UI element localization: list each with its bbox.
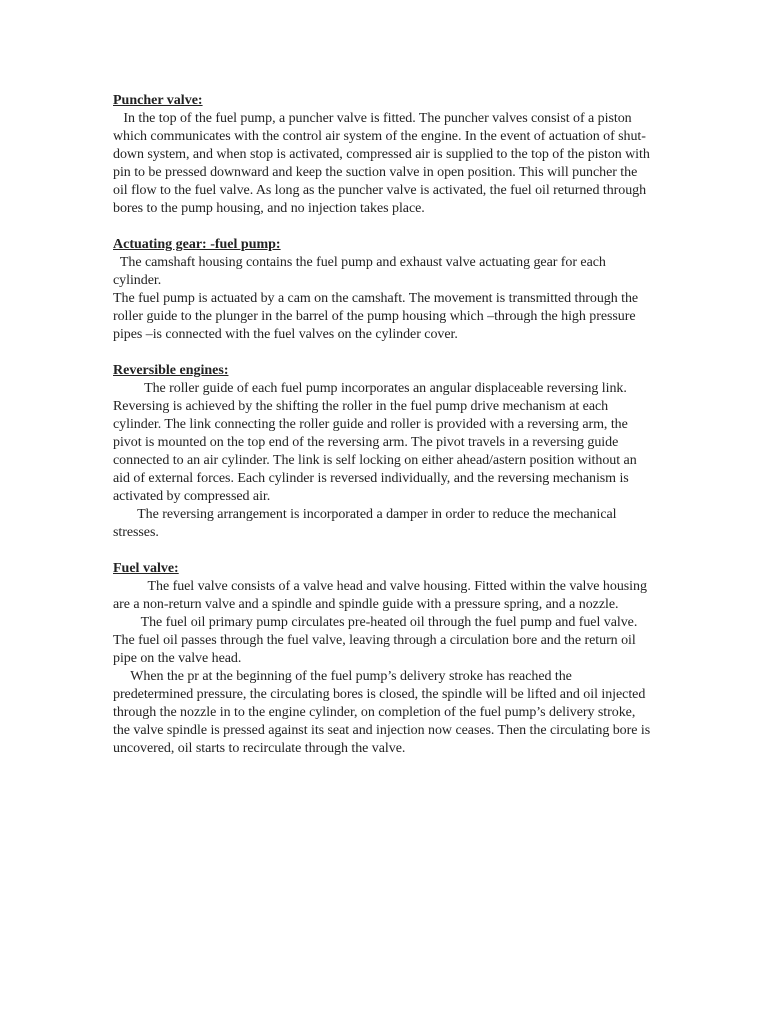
section-heading: Fuel valve: (113, 561, 179, 576)
paragraph: The fuel oil primary pump circulates pre-heated oil through the fuel pump and fuel valve. The fuel oil passes through the fuel valve, leaving through a circulation bore and the return oil pipe on the valve head. (113, 615, 641, 666)
paragraph: The reversing arrangement is incorporated a damper in order to reduce the mechanical stresses. (113, 507, 620, 540)
paragraph: The roller guide of each fuel pump incorporates an angular displaceable reversing link. Reversing is achieved by the shifting the roller in the fuel pump drive mechanism at each cylinder. The link connecting the roller guide and roller is provided with a reversing arm, the pivot is mounted on the top end of the reversing arm. The pivot travels in a reversing guide connected to an air cylinder. The link is self locking on either ahead/astern position without an aid of external forces. Each cylinder is reversed individually, and the reversing mechanism is activated by compressed air. (113, 381, 641, 504)
section-puncher-valve (113, 92, 653, 218)
section-heading: Actuating gear: -fuel pump: (113, 237, 281, 252)
paragraph: In the top of the fuel pump, a puncher valve is fitted. The puncher valves consist of a piston which communicates with the control air system of the engine. In the event of actuation of shut-down system, and when stop is activated, compressed air is supplied to the top of the piston with pin to be pressed downward and keep the suction valve in open position. This will puncher the oil flow to the fuel valve. As long as the puncher valve is activated, the fuel oil returned through bores to the pump housing, and no injection takes place. (113, 111, 654, 216)
section-fuel-valve (113, 560, 653, 758)
paragraph: The camshaft housing contains the fuel pump and exhaust valve actuating gear for each cylinder. (113, 255, 610, 288)
section-reversible-engines (113, 362, 653, 542)
section-actuating-gear (113, 236, 653, 344)
paragraph: The fuel pump is actuated by a cam on the camshaft. The movement is transmitted through the roller guide to the plunger in the barrel of the pump housing which –through the high pressure pipes –is connected with the fuel valves on the cylinder cover. (113, 291, 642, 342)
paragraph: The fuel valve consists of a valve head and valve housing. Fitted within the valve housing are a non-return valve and a spindle and spindle guide with a pressure spring, and a nozzle. (113, 579, 651, 612)
section-heading: Reversible engines: (113, 363, 229, 378)
document-page (113, 92, 653, 776)
section-heading: Puncher valve: (113, 93, 203, 108)
paragraph: When the pr at the beginning of the fuel pump’s delivery stroke has reached the predetermined pressure, the circulating bores is closed, the spindle will be lifted and oil injected through the nozzle in to the engine cylinder, on completion of the fuel pump’s delivery stroke, the valve spindle is pressed against its seat and injection now ceases. Then the circulating bore is uncovered, oil starts to recirculate through the valve. (113, 669, 654, 756)
